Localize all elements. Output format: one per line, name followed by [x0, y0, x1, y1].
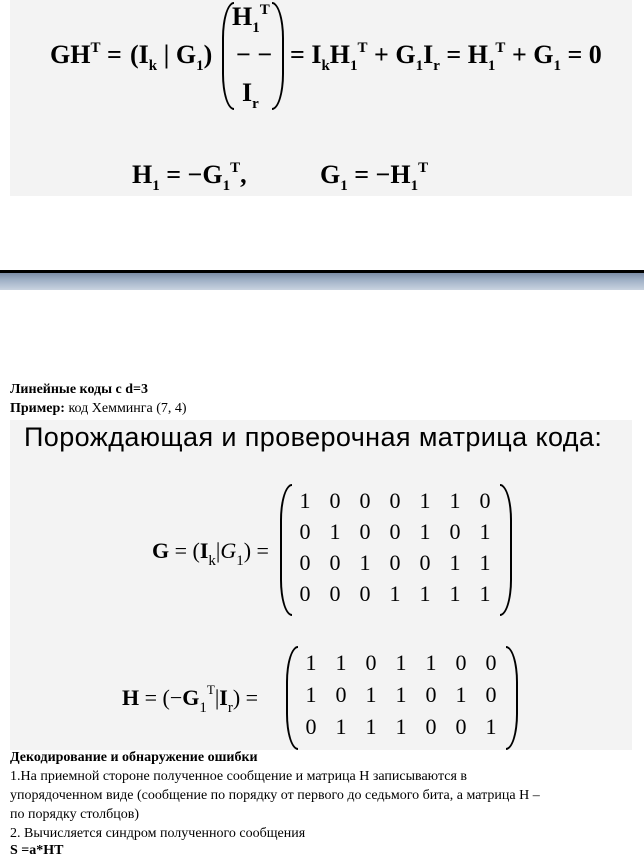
- h-matrix-cell: 0: [365, 650, 377, 675]
- g-matrix-cell: 0: [479, 488, 491, 513]
- equation-ik-g1: ($I_k$ | $G_1$): [130, 40, 213, 74]
- h-matrix-cell: 0: [485, 650, 497, 675]
- h-right-paren: [506, 646, 518, 750]
- equation-slide: [10, 0, 632, 196]
- g-right-paren: [500, 484, 512, 616]
- h-matrix-cell: 0: [305, 714, 317, 739]
- h-matrix-cell: 0: [425, 682, 437, 707]
- g-matrix-cell: 0: [389, 519, 401, 544]
- g-matrix-cell: 1: [449, 488, 461, 513]
- g-matrix-cell: 0: [389, 550, 401, 575]
- section-heading: Линейные коды с d=3: [10, 382, 149, 397]
- h-matrix-cell: 1: [335, 650, 347, 675]
- step2-line: 2. Вычисляется синдром полученного сообщения: [10, 826, 306, 841]
- stack-bottom: $I_r$: [242, 78, 259, 112]
- h-matrix-cell: 1: [395, 714, 407, 739]
- h-matrix-cell: 1: [365, 682, 377, 707]
- h-matrix-cell: 1: [425, 650, 437, 675]
- stack-mid: − −: [236, 40, 273, 69]
- g-matrix-cell: 0: [299, 550, 311, 575]
- h-matrix-cell: 1: [305, 682, 317, 707]
- g-matrix-cell: 1: [299, 488, 311, 513]
- h-matrix-cell: 0: [425, 714, 437, 739]
- h-matrix-cell: 1: [485, 714, 497, 739]
- g-matrix-cell: 1: [449, 550, 461, 575]
- equation-lhs: $GH^T$ =: [50, 40, 122, 69]
- g-matrix-cell: 1: [419, 581, 431, 606]
- g-matrix-cell: 1: [479, 581, 491, 606]
- h-matrix-cell: 1: [365, 714, 377, 739]
- h-matrix-label: $H = (-G_1^T|I_r)$ =: [122, 682, 259, 716]
- equation-h1: $H_1 = -G_1^T$,: [132, 160, 247, 194]
- step1-line1: 1.На приемной стороне полученное сообщение и матрица H записываются в: [10, 769, 468, 784]
- g-matrix-cell: 1: [359, 550, 371, 575]
- equation-g1: $G_1 = -H_1^T$: [320, 160, 429, 194]
- h-matrix-cell: 0: [335, 682, 347, 707]
- g-matrix-cell: 1: [389, 581, 401, 606]
- syndrome-formula: S =a*HT: [10, 843, 64, 858]
- right-paren: [272, 2, 284, 110]
- g-matrix-cell: 1: [449, 581, 461, 606]
- g-matrix-cell: 1: [419, 488, 431, 513]
- h-matrix-cell: 0: [485, 682, 497, 707]
- h-matrix-cell: 1: [395, 682, 407, 707]
- g-matrix-cell: 1: [479, 519, 491, 544]
- g-matrix-cell: 0: [359, 519, 371, 544]
- g-matrix-cell: 1: [479, 550, 491, 575]
- g-matrix-cell: 0: [419, 550, 431, 575]
- example-line: Пример: код Хемминга (7, 4): [10, 401, 187, 416]
- h-matrix-cell: 1: [455, 682, 467, 707]
- step1-line2: упорядоченном виде (сообщение по порядку от первого до седьмого бита, а матрица H –: [10, 788, 540, 803]
- g-matrix-cell: 0: [329, 488, 341, 513]
- stack-top: $H_1^T$: [232, 2, 270, 36]
- g-matrix-cell: 0: [299, 519, 311, 544]
- g-matrix-cell: 0: [329, 581, 341, 606]
- h-matrix-cell: 1: [395, 650, 407, 675]
- decoding-title: Декодирование и обнаружение ошибки: [10, 750, 258, 765]
- step1-line3: по порядку столбцов): [10, 807, 139, 822]
- g-matrix-cell: 0: [359, 581, 371, 606]
- g-matrix-cell: 0: [389, 488, 401, 513]
- h-matrix-cell: 1: [335, 714, 347, 739]
- h-matrix-cell: 1: [305, 650, 317, 675]
- g-matrix-cell: 1: [419, 519, 431, 544]
- slide-divider: [0, 270, 644, 290]
- matrix-slide: [10, 420, 632, 750]
- g-matrix-cell: 0: [299, 581, 311, 606]
- g-matrix-cell: 0: [449, 519, 461, 544]
- g-matrix-cell: 1: [329, 519, 341, 544]
- g-matrix-cell: 0: [359, 488, 371, 513]
- h-matrix-cell: 0: [455, 714, 467, 739]
- equation-rhs: = $I_kH_1^T + G_1I_r = H_1^T + G_1 = 0$: [290, 40, 602, 74]
- g-matrix-cell: 0: [329, 550, 341, 575]
- h-matrix-cell: 0: [455, 650, 467, 675]
- g-matrix-label: $G = (I_k|G_1)$ =: [152, 538, 269, 569]
- slide-title: Порождающая и проверочная матрица кода:: [24, 422, 603, 452]
